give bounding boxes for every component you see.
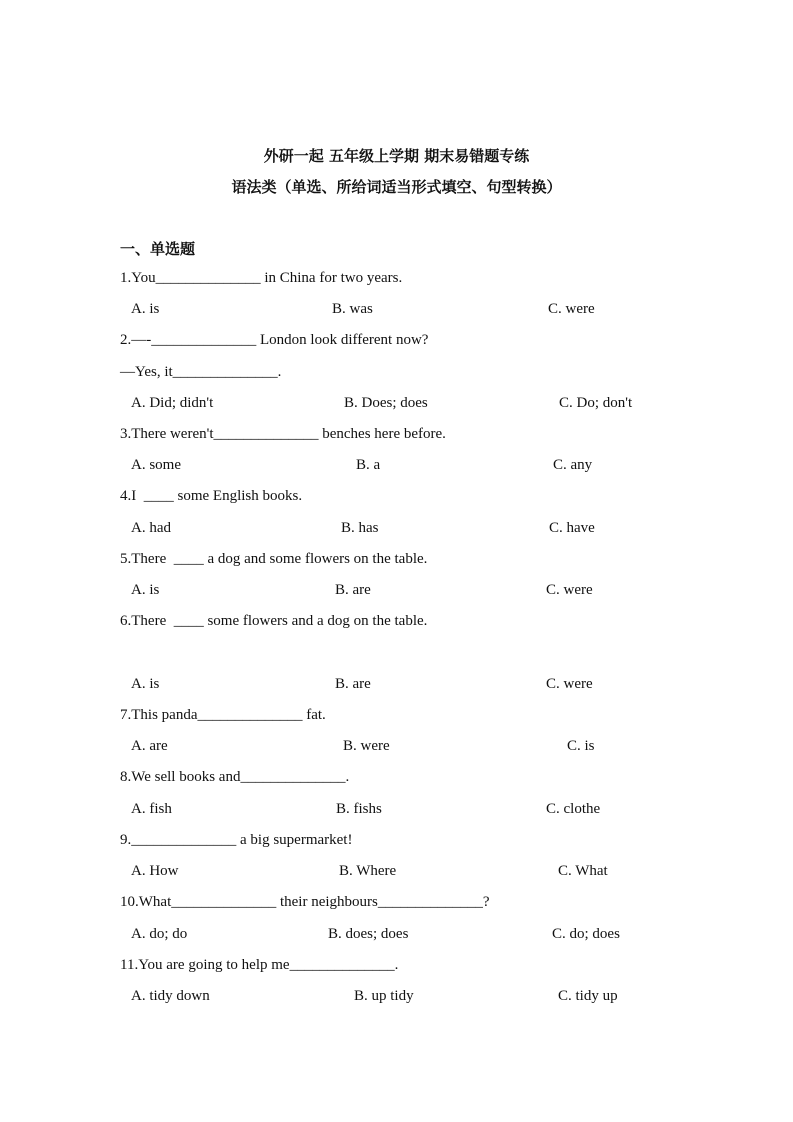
question-stem: 3.There weren't______________ benches here before. [120, 426, 446, 442]
option-c: C. any [553, 457, 593, 473]
option-a: A. is [131, 582, 160, 598]
option-c: C. is [567, 738, 595, 754]
option-b: B. Does; does [344, 395, 428, 411]
option-a: A. do; do [131, 926, 188, 942]
option-a: A. Did; didn't [131, 395, 214, 411]
option-b: B. Where [339, 863, 397, 879]
section-heading: 一、单选题 [120, 240, 196, 258]
option-a: A. is [131, 676, 160, 692]
option-c: C. tidy up [558, 988, 618, 1004]
option-b: B. was [332, 301, 373, 317]
option-c: C. were [548, 301, 595, 317]
question-stem: 5.There ____ a dog and some flowers on the table. [120, 551, 428, 567]
option-b: B. has [341, 520, 379, 536]
option-c: C. do; does [552, 926, 620, 942]
document-title: 外研一起 五年级上学期 期末易错题专练 [263, 147, 530, 165]
option-c: C. Do; don't [559, 395, 633, 411]
option-c: C. clothe [546, 801, 601, 817]
option-c: C. What [558, 863, 608, 879]
option-c: C. were [546, 676, 593, 692]
option-b: B. are [335, 676, 371, 692]
question-stem: 8.We sell books and______________. [120, 769, 350, 785]
question-stem: 6.There ____ some flowers and a dog on the table. [120, 613, 428, 629]
document-subtitle: 语法类（单选、所给词适当形式填空、句型转换） [231, 178, 562, 196]
question-stem-answer-line: —Yes, it______________. [120, 364, 282, 380]
option-a: A. tidy down [131, 988, 210, 1004]
option-c: C. were [546, 582, 593, 598]
option-a: A. How [131, 863, 179, 879]
option-b: B. were [343, 738, 390, 754]
option-b: B. up tidy [354, 988, 414, 1004]
option-b: B. does; does [328, 926, 409, 942]
option-a: A. fish [131, 801, 172, 817]
option-a: A. had [131, 520, 171, 536]
question-stem: 2.—-______________ London look different now? [120, 332, 429, 348]
option-a: A. are [131, 738, 168, 754]
option-c: C. have [549, 520, 595, 536]
option-a: A. some [131, 457, 181, 473]
option-b: B. fishs [336, 801, 382, 817]
question-stem: 9.______________ a big supermarket! [120, 832, 353, 848]
question-stem: 4.I ____ some English books. [120, 488, 303, 504]
question-stem: 1.You______________ in China for two years. [120, 270, 403, 286]
option-b: B. are [335, 582, 371, 598]
option-b: B. a [356, 457, 381, 473]
question-stem: 7.This panda______________ fat. [120, 707, 326, 723]
question-stem: 10.What______________ their neighbours______________? [120, 894, 490, 910]
question-stem: 11.You are going to help me______________. [120, 957, 399, 973]
option-a: A. is [131, 301, 160, 317]
